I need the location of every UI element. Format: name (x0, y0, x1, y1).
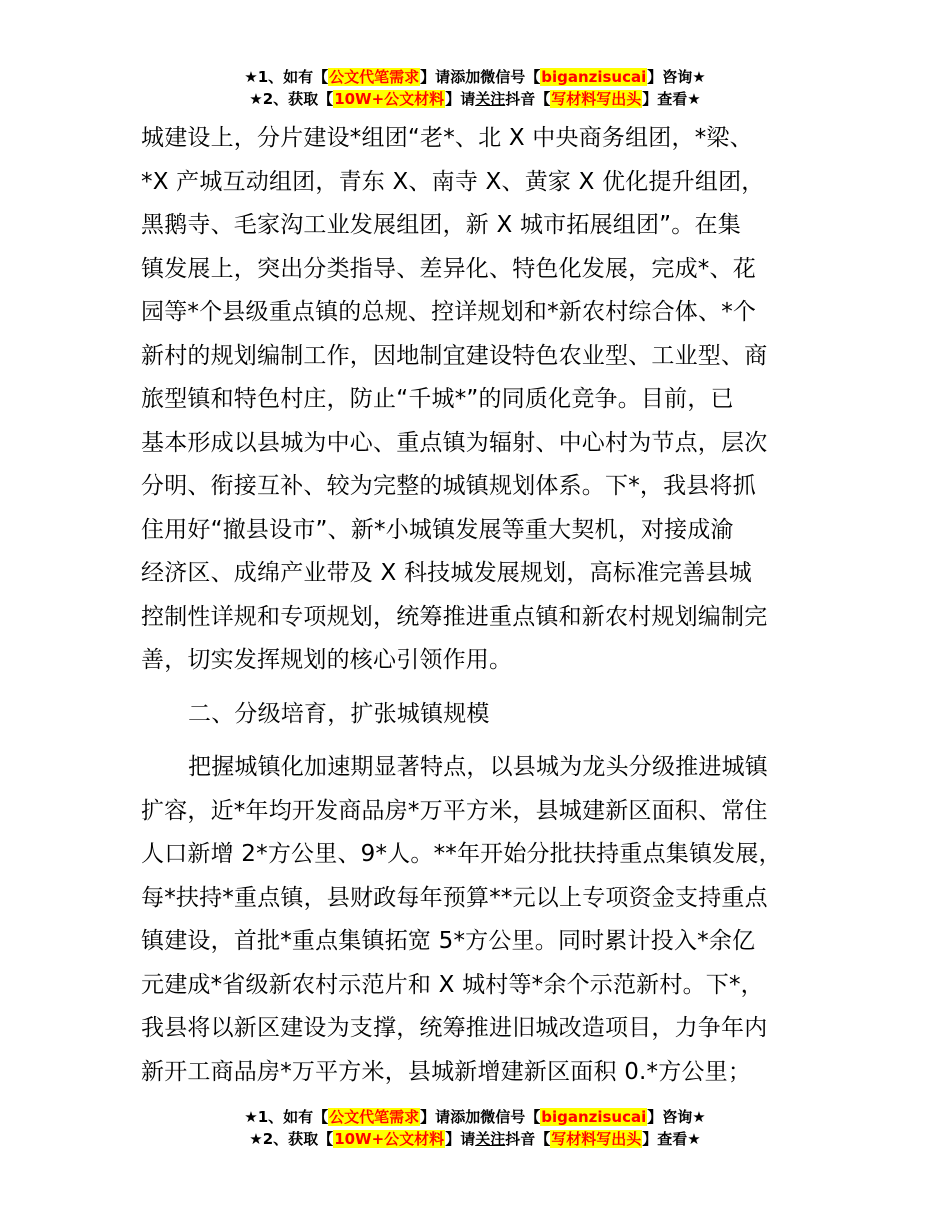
text-line: 控制性详规和专项规划，统筹推进重点镇和新农村规划编制完 (141, 603, 768, 630)
banner-text: ★2、获取【 (249, 90, 334, 108)
banner-text: 】查看★ (642, 1130, 701, 1148)
text-line: 住用好“撤县设市”、新*小城镇发展等重大契机，对接成渝 (141, 516, 734, 543)
banner-text: 】咨询★ (647, 68, 706, 86)
paragraph-1 (141, 117, 841, 683)
text-line: 每*扶持*重点镇，县财政每年预算**元以上专项资金支持重点 (141, 884, 768, 911)
banner-emphasis: 关注 (475, 1130, 506, 1148)
banner-text: 】请 (420, 68, 451, 86)
text-line: 镇发展上，突出分类指导、差异化、特色化发展，完成*、花 (141, 255, 756, 282)
banner-emphasis: 添加 (450, 1108, 481, 1126)
text-line: 镇建设，首批*重点集镇拓宽 5*方公里。同时累计投入*余亿 (141, 928, 756, 954)
text-line: 经济区、成绵产业带及 X 科技城发展规划，高标准完善县城 (141, 560, 752, 586)
banner-highlight: 写材料写出头 (551, 90, 642, 108)
text-line: 旅型镇和特色村庄，防止“千城*”的同质化竞争。目前，已 (141, 386, 734, 412)
banner-emphasis: 关注 (475, 90, 506, 108)
banner-highlight: 公文代笔需求 (329, 1108, 420, 1126)
text-line: 黑鹅寺、毛家沟工业发展组团，新 X 城市拓展组团”。在集 (141, 212, 741, 238)
text-line: 扩容，近*年均开发商品房*万平方米，县城建新区面积、常住 (141, 797, 768, 824)
banner-highlight: biganzisucai (541, 68, 647, 86)
banner-highlight: biganzisucai (541, 1108, 647, 1126)
banner-highlight: 公文代笔需求 (329, 68, 420, 86)
banner-highlight: 写材料写出头 (551, 1130, 642, 1148)
text-line: 城建设上，分片建设*组团“老*、北 X 中央商务组团，*梁、 (141, 125, 753, 151)
text-line: 新开工商品房*万平方米，县城新增建新区面积 0.*方公里； (141, 1058, 752, 1085)
banner-line-2 (0, 88, 950, 110)
banner-text: 微信号【 (480, 1108, 541, 1126)
banner-text: ★1、如有【 (244, 68, 329, 86)
section-heading: 二、分级培育，扩张城镇规模 (188, 700, 490, 727)
banner-text: 】请 (420, 1108, 451, 1126)
text-line: 元建成*省级新农村示范片和 X 城村等*余个示范新村。下*， (141, 971, 764, 998)
text-line: *X 产城互动组团，青东 X、南寺 X、黄家 X 优化提升组团， (141, 168, 765, 195)
banner-line-1 (0, 66, 950, 88)
banner-line-2 (0, 1128, 950, 1150)
banner-text: 】请 (445, 1130, 476, 1148)
paragraph-gap (141, 683, 841, 693)
banner-text: ★1、如有【 (244, 1108, 329, 1126)
banner-text: 抖音【 (505, 90, 551, 108)
text-line: 园等*个县级重点镇的总规、控详规划和*新农村综合体、*个 (141, 299, 757, 325)
banner-text: 】请 (445, 90, 476, 108)
banner-text: ★2、获取【 (249, 1130, 334, 1148)
banner-highlight: 10W+公文材料 (334, 1130, 445, 1148)
paragraph-gap (141, 736, 841, 746)
banner-line-1 (0, 1106, 950, 1128)
document-body (141, 117, 841, 1094)
paragraph-2 (141, 746, 841, 1094)
banner-text: 微信号【 (480, 68, 541, 86)
banner-text: 】查看★ (642, 90, 701, 108)
banner-text: 抖音【 (505, 1130, 551, 1148)
text-line: 善，切实发挥规划的核心引领作用。 (141, 647, 513, 673)
text-line: 人口新增 2*方公里、9*人。**年开始分批扶持重点集镇发展， (141, 841, 782, 867)
banner-highlight: 10W+公文材料 (334, 90, 445, 108)
text-line: 把握城镇化加速期显著特点，以县城为龙头分级推进城镇 (188, 754, 768, 780)
text-line: 基本形成以县城为中心、重点镇为辐射、中心村为节点，层次 (141, 429, 768, 456)
footer-banner (0, 1106, 950, 1150)
text-line: 我县将以新区建设为支撑，统筹推进旧城改造项目，力争年内 (141, 1015, 768, 1041)
header-banner (0, 66, 950, 110)
text-line: 分明、衔接互补、较为完整的城镇规划体系。下*，我县将抓 (141, 473, 756, 499)
banner-text: 】咨询★ (647, 1108, 706, 1126)
banner-emphasis: 添加 (450, 68, 481, 86)
text-line: 新村的规划编制工作，因地制宜建设特色农业型、工业型、商 (141, 342, 768, 369)
